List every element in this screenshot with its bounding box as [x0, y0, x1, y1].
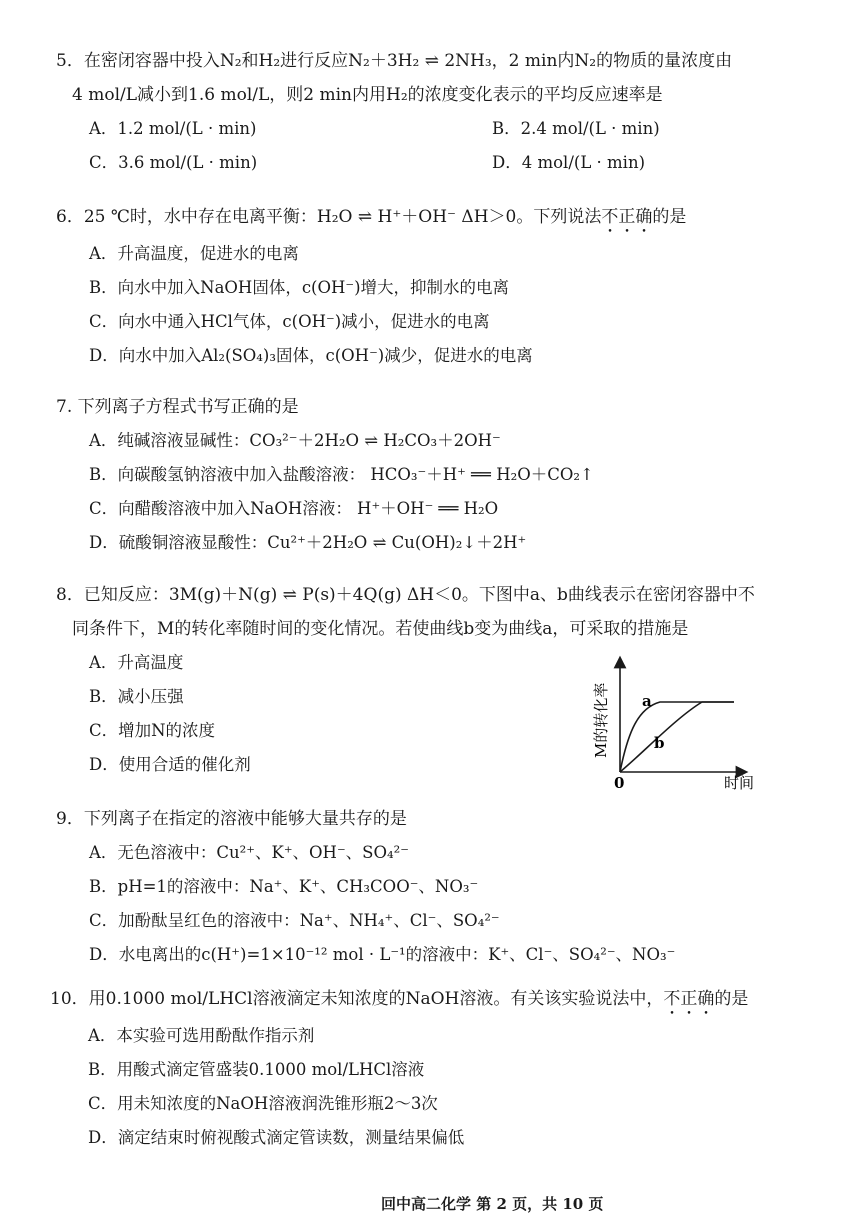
question-5-option-c: C．3.6 mol/(L · min): [89, 153, 258, 172]
question-8-stem-line1: 8．已知反应：3M(g)＋N(g) ⇌ P(s)＋4Q(g) ΔH＜0。下图中a、b曲线表示在密闭容器中不: [56, 585, 755, 605]
page-footer: 回中高二化学 第 2 页，共 10 页: [381, 1195, 604, 1213]
question-5-stem-line1: 5．在密闭容器中投入N₂和H₂进行反应N₂＋3H₂ ⇌ 2NH₃，2 min内N₂的物质的量浓度由: [56, 51, 733, 71]
origin-label: 0: [614, 774, 625, 792]
question-10-option-a: A．本实验可选用酚酞作指示剂: [88, 1026, 315, 1045]
question-8-stem-line2: 同条件下，M的转化率随时间的变化情况。若使曲线b变为曲线a，可采取的措施是: [72, 619, 689, 639]
question-9-option-d: D．水电离出的c(H⁺)=1×10⁻¹² mol · L⁻¹的溶液中：K⁺、Cl⁻、SO₄²⁻、NO₃⁻: [89, 945, 676, 964]
question-6-stem-emphasis: 不正确: [601, 207, 653, 227]
curve-b-label: b: [654, 734, 665, 752]
x-axis-label: 时间: [724, 774, 755, 792]
curve-a-label: a: [642, 692, 652, 710]
question-8-option-c: C．增加N的浓度: [89, 721, 216, 740]
question-8-option-a: A．升高温度: [89, 653, 184, 672]
question-9-option-c: C．加酚酞呈红色的溶液中：Na⁺、NH₄⁺、Cl⁻、SO₄²⁻: [89, 911, 500, 930]
question-6-stem-post: 的是: [652, 207, 687, 227]
question-6-stem-pre: 6．25 ℃时，水中存在电离平衡：H₂O ⇌ H⁺＋OH⁻ ΔH＞0。下列说法: [56, 207, 602, 227]
question-6-option-b: B．向水中加入NaOH固体，c(OH⁻)增大，抑制水的电离: [89, 278, 510, 297]
question-7-stem: 7. 下列离子方程式书写正确的是: [56, 397, 299, 417]
question-10-option-c: C．用未知浓度的NaOH溶液润洗锥形瓶2～3次: [88, 1094, 438, 1113]
question-9-option-a: A．无色溶液中：Cu²⁺、K⁺、OH⁻、SO₄²⁻: [89, 843, 409, 862]
y-axis-label: M的转化率: [592, 682, 610, 758]
question-7: [56, 390, 846, 560]
question-6-option-d: D．向水中加入Al₂(SO₄)₃固体，c(OH⁻)减少，促进水的电离: [89, 346, 533, 365]
question-10-option-b: B．用酸式滴定管盛装0.1000 mol/LHCl溶液: [88, 1060, 425, 1079]
question-10-option-d: D．滴定结束时俯视酸式滴定管读数，测量结果偏低: [88, 1128, 465, 1147]
question-10-stem-pre: 10．用0.1000 mol/LHCl溶液滴定未知浓度的NaOH溶液。有关该实验说法中，: [50, 989, 664, 1009]
question-7-option-a: A．纯碱溶液显碱性：CO₃²⁻＋2H₂O ⇌ H₂CO₃＋2OH⁻: [89, 431, 501, 450]
curve-b: [620, 702, 734, 772]
question-5: [56, 44, 846, 180]
conversion-time-graph: [576, 654, 756, 800]
question-10-stem-emphasis: 不正确: [663, 989, 715, 1009]
question-6-stem: [56, 200, 846, 237]
question-8-option-d: D．使用合适的催化剂: [89, 755, 251, 774]
question-7-option-c: C．向醋酸溶液中加入NaOH溶液： H⁺＋OH⁻ ══ H₂O: [89, 499, 499, 518]
question-9-stem: 9．下列离子在指定的溶液中能够大量共存的是: [56, 809, 407, 829]
question-5-options-row2: [56, 146, 846, 180]
question-5-option-d: D．4 mol/(L · min): [492, 153, 646, 172]
question-7-option-b: B．向碳酸氢钠溶液中加入盐酸溶液： HCO₃⁻＋H⁺ ══ H₂O＋CO₂↑: [89, 465, 594, 484]
question-10: [50, 982, 840, 1155]
question-10-stem: [50, 982, 840, 1019]
question-6-option-c: C．向水中通入HCl气体，c(OH⁻)减小，促进水的电离: [89, 312, 490, 331]
question-6-option-a: A．升高温度，促进水的电离: [89, 244, 299, 263]
question-5-options-row1: [56, 112, 846, 146]
curve-a: [620, 702, 734, 772]
question-6: [56, 200, 846, 373]
question-8-option-b: B．减小压强: [89, 687, 184, 706]
question-9-option-b: B．pH=1的溶液中：Na⁺、K⁺、CH₃COO⁻、NO₃⁻: [89, 877, 479, 896]
question-5-option-a: A．1.2 mol/(L · min): [89, 119, 257, 138]
question-9: [56, 802, 846, 972]
question-5-stem-line2: 4 mol/L减小到1.6 mol/L，则2 min内用H₂的浓度变化表示的平均反应速率是: [72, 85, 663, 105]
question-7-option-d: D．硫酸铜溶液显酸性：Cu²⁺＋2H₂O ⇌ Cu(OH)₂↓＋2H⁺: [89, 533, 527, 552]
question-5-option-b: B．2.4 mol/(L · min): [492, 119, 660, 138]
question-10-stem-post: 的是: [714, 989, 749, 1009]
